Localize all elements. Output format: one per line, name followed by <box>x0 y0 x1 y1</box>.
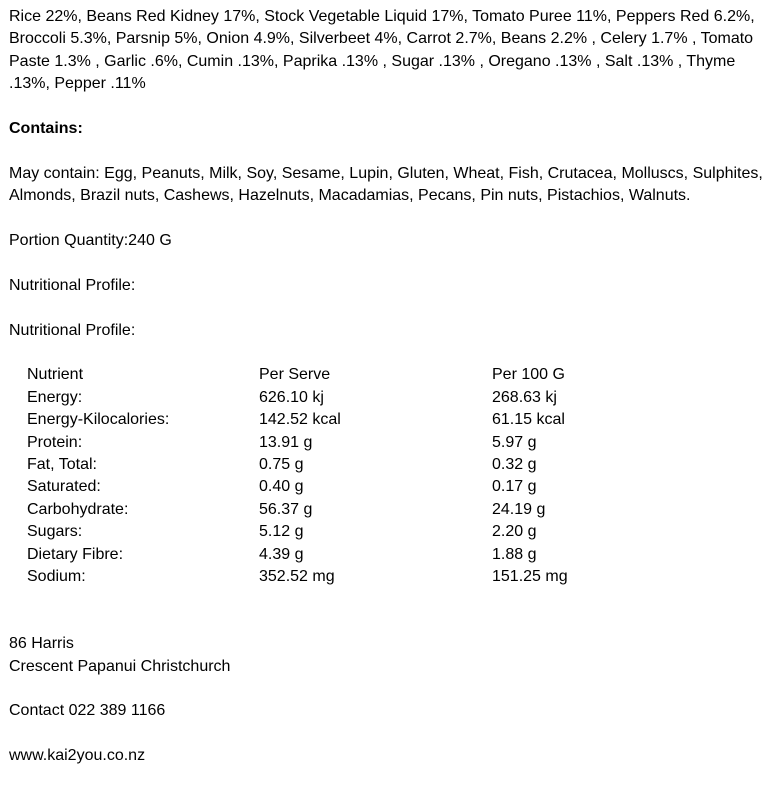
nutrition-cell: 626.10 kj <box>259 388 324 406</box>
nutrition-cell: 56.37 g <box>259 500 313 518</box>
nutrition-cell: Sodium: <box>27 568 86 586</box>
nutrition-cell: Carbohydrate: <box>27 500 129 518</box>
spacer <box>9 208 765 230</box>
website-link[interactable]: www.kai2you.co.nz <box>9 747 146 765</box>
nutrition-row <box>27 499 612 521</box>
nutrition-cell: 13.91 g <box>259 433 313 451</box>
nutrition-cell: 61.15 kcal <box>492 411 565 429</box>
nutritional-profile-heading: Nutritional Profile: <box>9 276 136 294</box>
nutrition-cell: 0.17 g <box>492 478 537 496</box>
nutrition-cell: 2.20 g <box>492 523 537 541</box>
nutrition-table-body <box>27 364 612 588</box>
nutrition-cell: 142.52 kcal <box>259 411 341 429</box>
nutrition-cell: Energy-Kilocalories: <box>27 411 170 429</box>
portion-quantity: Portion Quantity:240 G <box>9 232 172 250</box>
address-line-2: Crescent Papanui Christchurch <box>9 657 231 675</box>
spacer <box>9 342 765 364</box>
spacer <box>9 140 765 162</box>
spacer <box>9 723 765 745</box>
nutrition-cell: 268.63 kj <box>492 388 557 406</box>
nutrition-cell: Dietary Fibre: <box>27 545 124 563</box>
nutrition-cell: 1.88 g <box>492 545 537 563</box>
nutrition-cell: Saturated: <box>27 478 101 496</box>
nutritional-profile-heading: Nutritional Profile: <box>9 321 136 339</box>
nutrition-cell: Fat, Total: <box>27 456 97 474</box>
nutrition-row <box>27 432 612 454</box>
nutrition-row <box>27 454 612 476</box>
nutrition-cell: 0.32 g <box>492 456 537 474</box>
contact-phone: Contact 022 389 1166 <box>9 702 166 720</box>
nutrition-header-row <box>27 364 612 386</box>
nutrition-row <box>27 409 612 431</box>
nutrition-cell: 0.75 g <box>259 456 304 474</box>
spacer <box>9 252 765 274</box>
may-contain-text: May contain: Egg, Peanuts, Milk, Soy, Sesame, Lupin, Gluten, Wheat, Fish, Crutacea, Molluscs, Sulphites, Almonds, Brazil nuts, Cashews, Hazelnuts, Macadamias, Pecans, Pin nuts, Pistachios, Walnuts. <box>9 164 763 205</box>
nutrition-cell: 352.52 mg <box>259 568 335 586</box>
contains-heading: Contains: <box>9 120 83 138</box>
nutrition-cell: 5.97 g <box>492 433 537 451</box>
nutrition-cell: Energy: <box>27 388 83 406</box>
spacer <box>9 297 765 319</box>
nutrition-cell: 151.25 mg <box>492 568 568 586</box>
nutrition-row <box>27 566 612 588</box>
nutrition-row <box>27 544 612 566</box>
ingredients-text: Rice 22%, Beans Red Kidney 17%, Stock Vegetable Liquid 17%, Tomato Puree 11%, Peppers Red 6.2%, Broccoli 5.3%, Parsnip 5%, Onion 4.9%, Silverbeet 4%, Carrot 2.7%, Beans 2.2% , Celery 1.7% , Tomato Paste 1.3% , Garlic .6%, Cumin .13%, Paprika .13% , Sugar .13% , Oregano .13% , Salt .13% , Thyme .13%, Pepper .11% <box>9 8 755 93</box>
nutrition-cell: Sugars: <box>27 523 83 541</box>
nutrition-row <box>27 387 612 409</box>
nutrition-header-cell: Per 100 G <box>492 366 565 384</box>
nutrition-cell: Protein: <box>27 433 83 451</box>
nutrition-header-cell: Nutrient <box>27 366 84 384</box>
nutrition-cell: 4.39 g <box>259 545 304 563</box>
spacer <box>9 678 765 700</box>
nutrition-row <box>27 476 612 498</box>
nutrition-cell: 0.40 g <box>259 478 304 496</box>
nutrition-cell: 5.12 g <box>259 523 304 541</box>
nutrition-table <box>27 364 612 588</box>
nutrition-cell: 24.19 g <box>492 500 546 518</box>
spacer <box>9 588 765 633</box>
spacer <box>9 96 765 118</box>
document <box>9 6 765 768</box>
nutrition-row <box>27 521 612 543</box>
nutrition-header-cell: Per Serve <box>259 366 331 384</box>
address-line-1: 86 Harris <box>9 635 74 653</box>
